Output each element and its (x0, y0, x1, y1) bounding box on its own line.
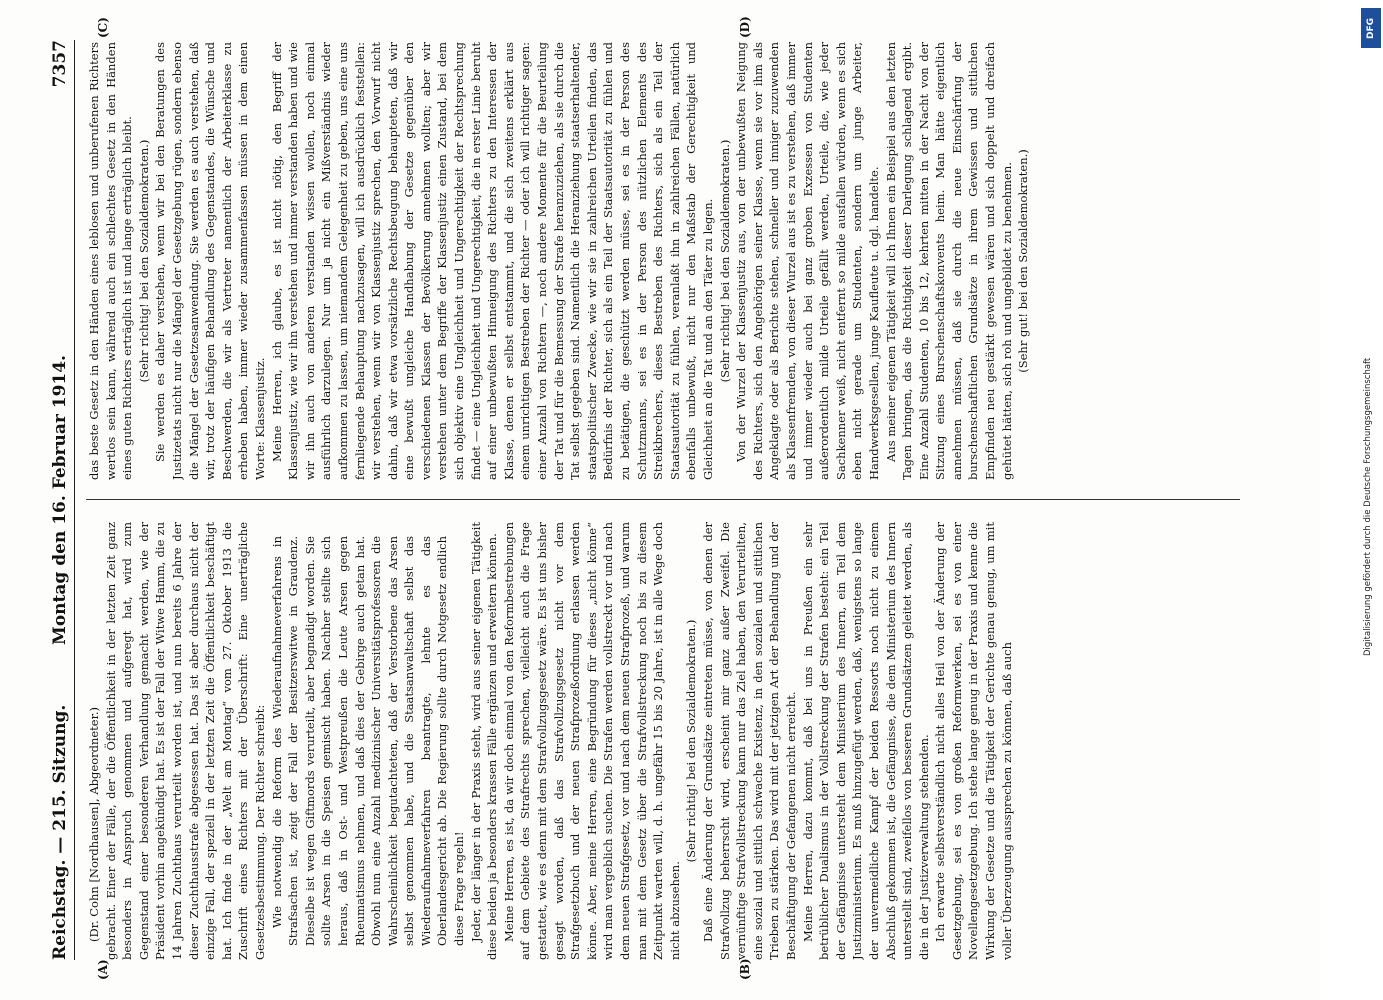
paragraph: Jeder, der länger in der Praxis steht, wird aus seiner eigenen Tätigkeit diese beiden ja besonders krassen Fälle ergänzen und erweitern können. (468, 522, 500, 960)
speaker-line: (Dr. Cohn [Nordhausen], Abgeordneter.) (87, 707, 101, 942)
header-page-number: 7357 (50, 40, 70, 88)
header-session: Reichstag. — 215. Sitzung. (50, 704, 70, 960)
quoted-letter: Wie notwendig die Reform des Wiederaufnahmeverfahrens in Strafsachen ist, zeigt der Fall der Besitzerswitwe in Graudenz. Dieselbe ist wegen Giftmords verurteilt, aber begnadigt worden. Sie sollte Arsen in die Speisen gemischt haben. Nachher stellte sich heraus, daß in Ost- und Westpreußen die Leute Arsen gegen Rheumatismus nehmen, und daß dies der Gebirge auch getan hat. Obwohl nun eine Anzahl medizinischer Universitätsprofessoren die Wahrscheinlichkeit begutachteten, daß der Verstorbene das Arsen selbst genommen habe, und die Staatsanwaltschaft selbst das Wiederaufnahmeverfahren beantragte, lehnte es das Oberlandesgericht ab. Die Regierung sollte durch Notgesetz endlich diese Frage regeln! (269, 536, 467, 946)
reaction-note: (Sehr richtig! bei den Sozialdemokraten.) (136, 139, 151, 383)
header-date: Montag den 16. Februar 1914. (50, 355, 70, 645)
text-column-right (86, 42, 1300, 480)
paragraph: Meine Herren, es ist, da wir doch einmal von den Reformbestrebungen auf dem Gebiete des Strafrechts sprechen, vielleicht auch die Frage gestattet, wie es denn mit dem Strafvollzugsgesetz wäre. Es ist uns bisher gesagt worden, daß das Strafvollzugsgesetz nicht vor dem Strafgesetzbuch und der neuen Strafprozeßordnung erlassen werden könne. Aber, meine Herren, eine Begründung für dieses „nicht könne“ wird man vergeblich suchen. Die Strafen werden vollstreckt vor und nach dem neuen Strafgesetz, vor und nach dem neuen Strafprozeß, und warum man mit dem Gesetz über die Strafvollstreckung noch bis zu diesem Zeitpunkt warten will, d. h. ungefähr 15 bis 20 Jahre, ist in alle Wege doch nicht abzusehen. (501, 522, 682, 960)
paragraph: das beste Gesetz in den Händen eines leblosen und unberufenen Richters wertlos sein kann, während auch ein schlechtes Gesetz in den Händen eines guten Richters erträglich ist und lange erträglich bleibt. (87, 42, 135, 480)
page-header (48, 40, 75, 960)
margin-marker-b: (B) (738, 958, 752, 980)
reaction-note: (Sehr gut! bei den Sozialdemokraten.) (1016, 149, 1031, 373)
paragraph: Aus meiner eigenen Tätigkeit will ich Ihnen ein Beispiel aus den letzten Tagen bringen, das die Richtigkeit dieser Darlegung schlagend ergibt. Eine Anzahl Studenten, 10 bis 12, kehrten mitten in der Nacht von der Sitzung eines Burschenschaftskonvents heim. Man hätte eigentlich annehmen müssen, daß sie durch die neue Einschärfung der burschenschaftlichen Grundsätze in ihrem Gewissen und sittlichen Empfinden neu gestärkt gewesen wären und sich doppelt und dreifach gehütet hätten, sich roh und ungebildet zu benehmen. (883, 42, 1014, 480)
digitization-credit: Digitalisierung gefördert durch die Deutsche Forschungsgemeinschaft (1363, 357, 1373, 656)
paragraph: Meine Herren, ich glaube, es ist nicht nötig, den Begriff der Klassenjustiz, wie wir ihn verstehen und immer verstanden haben und wie wir ihn auch von anderen verstanden wissen wollen, noch einmal ausführlich darzulegen. Nur um ja nicht ein Mißverständnis wieder aufkommen zu lassen, um niemandem Gelegenheit zu geben, uns eine uns fernliegende Behauptung nachzusagen, will ich ausdrücklich feststellen: wir verstehen, wenn wir von Klassenjustiz sprechen, den Vorwurf nicht dahin, daß wir etwa vorsätzliche Rechtsbeugung behaupteten, daß wir eine bewußt ungleiche Handhabung der Gesetze gegenüber den verschiedenen Klassen der Bevölkerung annehmen wollten; aber wir verstehen unter dem Begriffe der Klassenjustiz einen Zustand, bei dem sich objektiv eine Ungleichheit und Ungerechtigkeit der Rechtsprechung findet — eine Ungleichheit und Ungerechtigkeit, die in erster Linie beruht auf einer unbewußten Hinneigung des Richters zu den Interessen der Klasse, denen er selbst entstammt, und die sich zweitens erklärt aus einem unrichtigen Bestreben der Richter — oder ich will richtiger sagen: einer Anzahl von Richtern —, noch andere Momente für die Beurteilung der Tat und für die Bemessung der Strafe heranzuziehen, als sie durch die Tat selbst gegeben sind. Namentlich die Heranziehung staatserhaltender, staatspolitischer Zwecke, wie wir sie in zahlreichen Urteilen finden, das Bedürfnis der Richter, sich als ein Teil der Staatsautorität zu fühlen und zu betätigen, die geschützt werden müsse, sei es in der Person des Schutzmanns, sei es in der Person des nützlichen Elements des Streikbrechers, dieses Bestreben des Richters, sich als ein Teil der Staatsautorität zu fühlen, veranlaßt ihn in zahlreichen Fällen, natürlich ebenfalls unbewußt, nicht nur den Maßstab der Gerechtigkeit und Gleichheit an die Tat und an den Täter zu legen. (269, 42, 715, 480)
paragraph: Von der Wurzel der Klassenjustiz aus, von der unbewußten Neigung des Richters, sich den Angehörigen seiner Klasse, wenn sie vor ihm als Angeklagte oder als Berichte stehen, schneller und inniger zuzuwenden als Klassenfremden, von dieser Wurzel aus ist es zu verstehen, daß immer und immer wieder auch bei ganz groben Exzessen von Studenten außerordentlich milde Urteile gefällt werden, Urteile, die, wie jeder Sachkenner weiß, nicht entfernt so milde ausfallen würden, wenn es sich eben nicht gerade um Studenten, sondern um junge Arbeiter, Handwerksgesellen, junge Kaufleute u. dgl. handelte. (734, 42, 881, 480)
column-divider (86, 499, 1240, 500)
paragraph: Daß eine Änderung der Grundsätze eintreten müsse, von denen der Strafvollzug beherrscht wird, erscheint mir ganz außer Zweifel. Die vernünftige Strafvollstreckung kann nur das Ziel haben, den Verurteilten, eine sozial und sittlich schwache Existenz, in den sozialen und sittlichen Trieben zu stärken. Das wird mit der jetzigen Art der Behandlung und der Beschäftigung der Gefangenen nicht erreicht. (700, 522, 798, 960)
reaction-note: (Sehr richtig! bei den Sozialdemokraten.) (717, 139, 732, 383)
paragraph: Ich erwarte selbstverständlich nicht alles Heil von der Änderung der Gesetzgebung, sei es von großen Reformwerken, sei es von einer Novellengesetzgebung. Ich stehe lange genug in der Praxis und kenne die Wirkung der Gesetze und die Tätigkeit der Gerichte genau genug, um mit voller Überzeugung aussprechen zu können, daß auch (933, 522, 1014, 960)
paragraph: Meine Herren, dazu kommt, daß bei uns in Preußen ein sehr betrüblicher Dualismus in der Vollstreckung der Strafen besteht: ein Teil der Gefängnisse untersteht dem Ministerium des Innern, ein Teil dem Justizministerium. Es muß hinzugefügt werden, daß, wenigstens so lange der unvermeidliche Kampf der beiden Ressorts noch nicht zu einem Abschluß gekommen ist, die Gefängnisse, die dem Ministerium des Innern unterstellt sind, zweifellos von besseren Grundsätzen geleitet werden, als die in der Justizverwaltung stehenden. (800, 522, 931, 960)
reaction-note: (Sehr richtig! bei den Sozialdemokraten.) (684, 619, 699, 863)
dfg-logo: DFG (1361, 8, 1381, 48)
margin-marker-a: (A) (96, 959, 110, 980)
text-column-left (86, 522, 1300, 960)
digitization-sidebar (1340, 0, 1383, 1000)
paragraph: Sie werden es daher verstehen, wenn wir bei den Beratungen des Justizetats nicht nur die Mängel der Gesetzgebung rügen, sondern ebenso die Mängel der Gesetzesanwendung. Sie werden es auch verstehen, daß wir, trotz der häufigen Behandlung des Gegenstandes, die Wünsche und Beschwerden, die wir als Vertreter namentlich der Arbeiterklasse zu erheben haben, immer wieder zusammenfassen müssen in dem einen Worte: Klassenjustiz. (153, 42, 267, 480)
margin-marker-d: (D) (738, 16, 752, 38)
paragraph: gebracht. Einer der Fälle, der die Öffentlichkeit in der letzten Zeit ganz besonders in Anspruch genommen und aufgeregt hat, wird zum Gegenstand einer besonderen Verhandlung gemacht werden, wie der Präsident vorhin angekündigt hat. Es ist der Fall der Witwe Hamm, die zu 14 Jahren Zuchthaus verurteilt worden ist, und nun bereits 6 Jahre der dieser Zuchthausstrafe abgesessen hat. Das ist aber durchaus nicht der einzige Fall, der speziell in der letzten Zeit die Öffentlichkeit beschäftigt hat. Ich finde in der „Welt am Montag“ vom 27. Oktober 1913 die Zuschrift eines Richters mit der Überschrift: Eine unerträgliche Gesetzesbestimmung. Der Richter schreibt: (103, 522, 267, 960)
margin-marker-c: (C) (96, 17, 110, 38)
